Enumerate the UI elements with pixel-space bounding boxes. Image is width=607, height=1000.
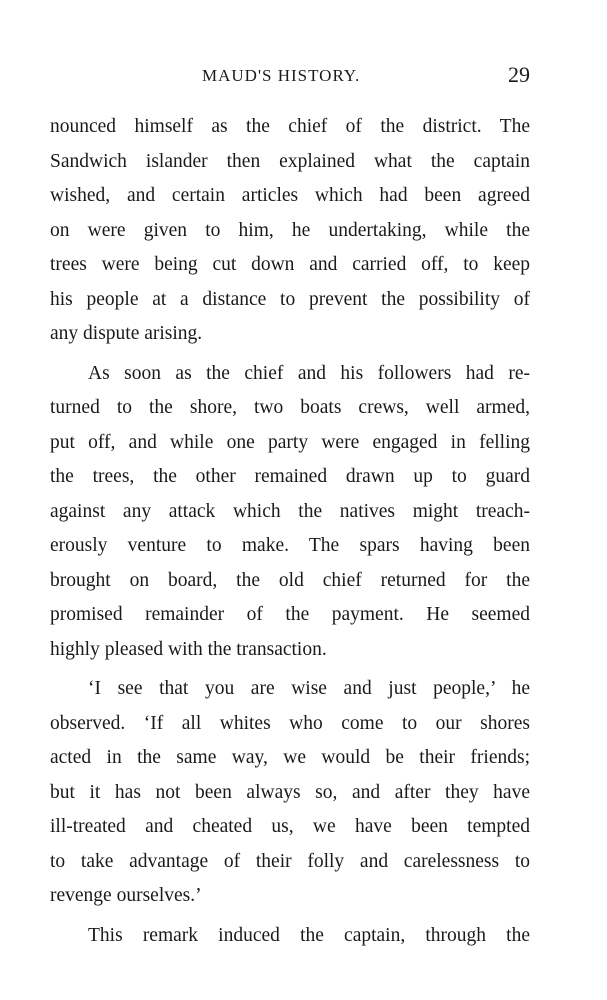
text-line: erously venture to make. The spars having been [50, 535, 530, 556]
text-line: ill-treated and cheated us, we have been tempted [50, 816, 530, 837]
body-text [50, 110, 530, 953]
running-head: MAUD'S HISTORY. [202, 66, 361, 85]
text-line: promised remainder of the payment. He seemed [50, 604, 530, 625]
page-header [50, 62, 530, 92]
text-line: nounced himself as the chief of the district. The [50, 116, 530, 137]
text-line: revenge ourselves.’ [50, 885, 202, 906]
text-line: acted in the same way, we would be their friends; [50, 747, 530, 768]
text-line: turned to the shore, two boats crews, well armed, [50, 397, 530, 418]
text-line: highly pleased with the transaction. [50, 638, 327, 660]
text-line: to take advantage of their folly and carelessness to [50, 850, 530, 872]
text-line: his people at a distance to prevent the possibility of [50, 288, 530, 310]
text-line: ‘I see that you are wise and just people,’ he [88, 678, 530, 699]
text-line: any dispute arising. [50, 323, 203, 344]
text-line: but it has not been always so, and after they have [50, 781, 530, 803]
text-line: put off, and while one party were engaged in felling [50, 431, 530, 453]
text-line: wished, and certain articles which had been agreed [50, 185, 530, 206]
text-line: This remark induced the captain, through the [88, 924, 530, 946]
paragraph-4 [50, 919, 530, 954]
text-line: Sandwich islander then explained what the captain [50, 150, 530, 172]
paragraph-2 [50, 357, 530, 668]
text-line: trees were being cut down and carried off, to keep [50, 254, 530, 275]
text-line: the trees, the other remained drawn up to guard [50, 466, 530, 487]
text-line: observed. ‘If all whites who come to our shores [50, 712, 530, 734]
text-line: As soon as the chief and his followers had re- [88, 362, 530, 384]
text-line: against any attack which the natives might treach- [50, 500, 530, 522]
paragraph-3 [50, 672, 530, 914]
text-line: on were given to him, he undertaking, while the [50, 219, 530, 241]
paragraph-1 [50, 110, 530, 352]
text-line: brought on board, the old chief returned for the [50, 569, 530, 591]
page-number: 29 [508, 62, 530, 87]
